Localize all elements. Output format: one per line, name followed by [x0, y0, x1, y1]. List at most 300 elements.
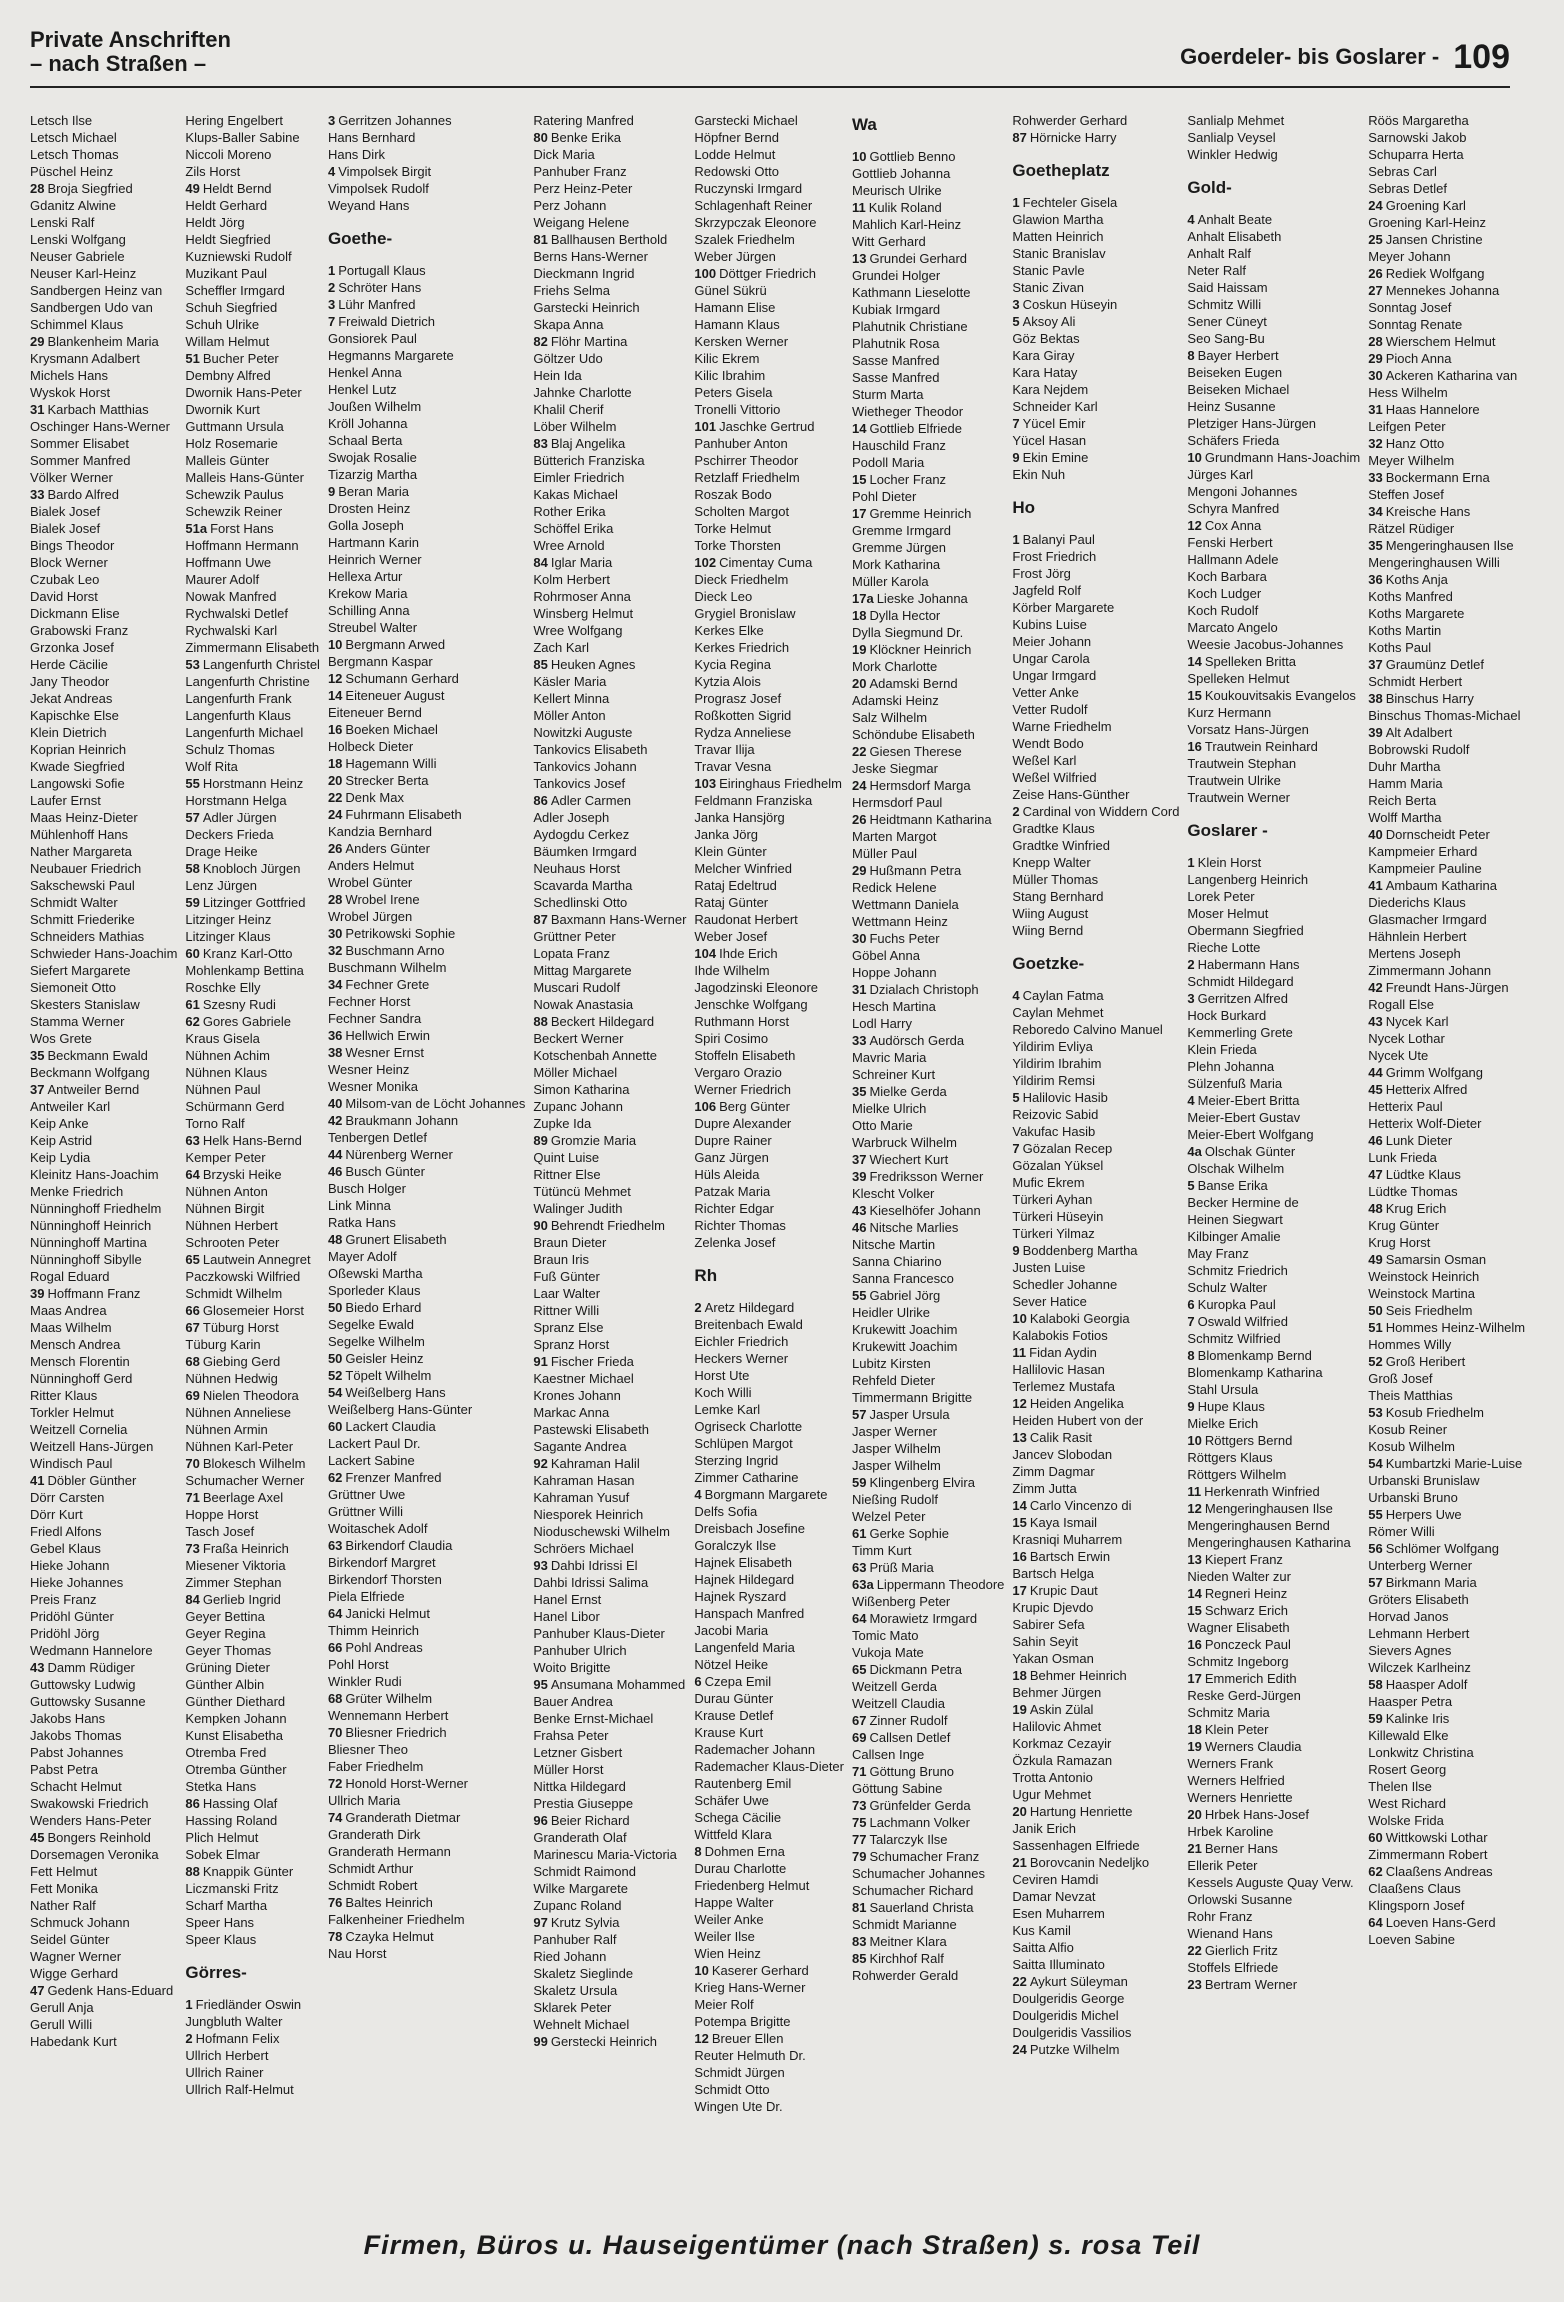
- resident-entry: [852, 199, 1004, 216]
- resident-name: Bütterich Franziska: [533, 453, 645, 468]
- resident-entry: [185, 656, 320, 673]
- resident-entry: [694, 1486, 844, 1503]
- house-number: 40: [327, 1096, 343, 1111]
- resident-name: Gözalan Yüksel: [1012, 1158, 1104, 1173]
- house-number: 87: [1012, 130, 1027, 145]
- resident-entry: [185, 1710, 320, 1727]
- resident-name: Kraus Gisela: [185, 1031, 260, 1046]
- resident-entry: [1012, 112, 1179, 129]
- resident-entry: [694, 1962, 844, 1979]
- resident-name: Lüdtke Thomas: [1368, 1184, 1458, 1199]
- resident-name: Hörnicke Harry: [1029, 130, 1117, 145]
- house-number: 25: [1368, 232, 1383, 247]
- resident-entry: [533, 486, 686, 503]
- resident-entry: [1012, 667, 1179, 684]
- resident-name: Adamski Bernd: [869, 676, 958, 691]
- resident-entry: [1012, 1174, 1179, 1191]
- resident-entry: [533, 962, 686, 979]
- resident-name: Obermann Siegfried: [1187, 923, 1304, 938]
- resident-entry: [1012, 1361, 1179, 1378]
- house-number: 106: [694, 1099, 717, 1114]
- house-number: 15: [1187, 1603, 1202, 1618]
- resident-name: Skaletz Sieglinde: [533, 1966, 634, 1981]
- resident-entry: [852, 607, 1004, 624]
- resident-name: Hein Ida: [533, 368, 582, 383]
- resident-entry: [328, 772, 525, 789]
- resident-name: Frost Jörg: [1012, 566, 1071, 581]
- resident-name: Beckert Hildegard: [550, 1014, 655, 1029]
- resident-entry: [1368, 1608, 1525, 1625]
- resident-entry: [328, 823, 525, 840]
- resident-name: Wilke Margarete: [533, 1881, 628, 1896]
- house-number: 19: [1012, 1702, 1027, 1717]
- house-number: 70: [327, 1725, 343, 1740]
- resident-entry: [1187, 738, 1360, 755]
- resident-name: Kaestner Michael: [533, 1371, 634, 1386]
- resident-entry: [328, 146, 525, 163]
- resident-entry: [1012, 650, 1179, 667]
- resident-entry: [852, 590, 1004, 607]
- resident-entry: [694, 1945, 844, 1962]
- directory-column: [328, 112, 525, 2216]
- resident-name: Beckmann Ewald: [47, 1048, 148, 1063]
- resident-name: Birkendorf Margret: [327, 1555, 436, 1570]
- resident-name: Theis Matthias: [1368, 1388, 1453, 1403]
- house-number: 24: [1012, 2042, 1027, 2057]
- resident-name: Stanic Branislav: [1012, 246, 1106, 261]
- resident-entry: [533, 1931, 686, 1948]
- resident-entry: [30, 1013, 177, 1030]
- house-number: 77: [852, 1832, 867, 1847]
- resident-entry: [533, 1710, 686, 1727]
- resident-name: Windisch Paul: [30, 1456, 113, 1471]
- resident-name: Kakas Michael: [533, 487, 618, 502]
- resident-entry: [328, 925, 525, 942]
- resident-entry: [694, 605, 844, 622]
- street-heading: Wa: [852, 115, 877, 134]
- resident-name: Jekat Andreas: [30, 691, 113, 706]
- resident-name: Kuropka Paul: [1197, 1297, 1276, 1312]
- resident-entry: [533, 520, 686, 537]
- resident-entry: [1187, 1789, 1360, 1806]
- house-number: 14: [1187, 1586, 1202, 1601]
- resident-entry: [1012, 769, 1179, 786]
- resident-name: Letsch Ilse: [30, 113, 93, 128]
- resident-entry: [185, 1489, 320, 1506]
- resident-name: Fechner Sandra: [327, 1011, 422, 1026]
- resident-name: Beckmann Wolfgang: [30, 1065, 150, 1080]
- resident-entry: [694, 1656, 844, 1673]
- resident-name: Karbach Matthias: [47, 402, 149, 417]
- resident-entry: [30, 2033, 177, 2050]
- resident-entry: [694, 1673, 844, 1690]
- resident-name: Wigge Gerhard: [30, 1966, 119, 1981]
- resident-entry: [852, 1219, 1004, 1236]
- resident-name: Mittag Margarete: [533, 963, 632, 978]
- resident-entry: [328, 1350, 525, 1367]
- house-number: 74: [327, 1810, 343, 1825]
- resident-name: Jürges Karl: [1187, 467, 1254, 482]
- resident-name: Kosub Wilhelm: [1368, 1439, 1455, 1454]
- resident-name: Hanel Ernst: [533, 1592, 602, 1607]
- resident-entry: [1368, 1778, 1525, 1795]
- resident-name: Tasch Josef: [185, 1524, 255, 1539]
- resident-entry: [30, 316, 177, 333]
- house-number: 48: [327, 1232, 343, 1247]
- resident-name: Buschmann Arno: [345, 943, 445, 958]
- resident-entry: [1368, 843, 1525, 860]
- resident-name: Werners Helfried: [1187, 1773, 1285, 1788]
- resident-entry: [1012, 820, 1179, 837]
- resident-name: Bobrowski Rudolf: [1368, 742, 1470, 757]
- resident-entry: [852, 1695, 1004, 1712]
- resident-name: Travar Vesna: [694, 759, 772, 774]
- house-number: 31: [852, 982, 867, 997]
- resident-name: Banse Erika: [1197, 1178, 1268, 1193]
- resident-name: Koch Barbara: [1187, 569, 1267, 584]
- street-heading: Rh: [694, 1266, 718, 1285]
- resident-name: Eimler Friedrich: [533, 470, 625, 485]
- resident-entry: [1368, 503, 1525, 520]
- resident-entry: [30, 333, 177, 350]
- resident-entry: [852, 692, 1004, 709]
- resident-name: Neter Ralf: [1187, 263, 1246, 278]
- resident-name: Rittner Else: [533, 1167, 601, 1182]
- resident-name: Schöffel Erika: [533, 521, 614, 536]
- resident-name: Loeven Hans-Gerd: [1385, 1915, 1496, 1930]
- resident-name: Skapa Anna: [533, 317, 604, 332]
- resident-entry: [1187, 1721, 1360, 1738]
- resident-name: Binschus Harry: [1385, 691, 1474, 706]
- resident-name: Durau Günter: [694, 1691, 774, 1706]
- resident-entry: [1012, 313, 1179, 330]
- resident-entry: [185, 1047, 320, 1064]
- resident-name: Winsberg Helmut: [533, 606, 634, 621]
- house-number: 1: [1187, 855, 1195, 870]
- resident-entry: [185, 537, 320, 554]
- resident-entry: [328, 670, 525, 687]
- resident-entry: [533, 1455, 686, 1472]
- resident-name: Rieche Lotte: [1187, 940, 1261, 955]
- house-number: 92: [533, 1456, 548, 1471]
- resident-name: Behmer Heinrich: [1029, 1668, 1127, 1683]
- resident-entry: [533, 197, 686, 214]
- resident-entry: [533, 571, 686, 588]
- resident-name: Binschus Thomas-Michael: [1368, 708, 1521, 723]
- resident-entry: [1187, 347, 1360, 364]
- resident-entry: [694, 962, 844, 979]
- resident-name: Geyer Bettina: [185, 1609, 265, 1624]
- resident-entry: [1368, 809, 1525, 826]
- resident-name: Bliesner Theo: [327, 1742, 408, 1757]
- house-number: 28: [1368, 334, 1383, 349]
- resident-name: Beckert Werner: [533, 1031, 624, 1046]
- resident-name: Wrobel Jürgen: [327, 909, 413, 924]
- resident-name: Szalek Friedhelm: [694, 232, 795, 247]
- resident-entry: [328, 1469, 525, 1486]
- resident-name: Kara Giray: [1012, 348, 1075, 363]
- resident-name: Henkel Anna: [327, 365, 402, 380]
- resident-entry: [185, 1846, 320, 1863]
- resident-name: Krupic Daut: [1029, 1583, 1098, 1598]
- house-number: 64: [852, 1611, 867, 1626]
- resident-entry: [1368, 1455, 1525, 1472]
- house-number: 26: [1368, 266, 1383, 281]
- resident-entry: [1012, 432, 1179, 449]
- resident-name: Schmitz Wilfried: [1187, 1331, 1281, 1346]
- resident-name: Willam Helmut: [185, 334, 270, 349]
- resident-name: Oschinger Hans-Werner: [30, 419, 170, 434]
- resident-name: Weißelberg Hans-Günter: [327, 1402, 473, 1417]
- resident-name: Locher Franz: [869, 472, 947, 487]
- resident-entry: [852, 369, 1004, 386]
- resident-entry: [1012, 1616, 1179, 1633]
- resident-entry: [694, 1299, 844, 1316]
- resident-entry: [1012, 1463, 1179, 1480]
- resident-name: Weyand Hans: [327, 198, 410, 213]
- resident-entry: [694, 1979, 844, 1996]
- resident-name: Spranz Horst: [533, 1337, 610, 1352]
- house-number: 63a: [852, 1577, 874, 1592]
- resident-entry: [30, 350, 177, 367]
- resident-name: Pridöhl Jörg: [30, 1626, 100, 1641]
- resident-name: Brzyski Heike: [202, 1167, 282, 1182]
- house-number: 85: [533, 657, 548, 672]
- resident-entry: [30, 1302, 177, 1319]
- resident-name: Joußen Wilhelm: [327, 399, 422, 414]
- resident-name: Urbanski Bruno: [1368, 1490, 1458, 1505]
- resident-entry: [1187, 1908, 1360, 1925]
- resident-entry: [1187, 1296, 1360, 1313]
- resident-entry: [30, 1149, 177, 1166]
- resident-name: Seo Sang-Bu: [1187, 331, 1265, 346]
- resident-name: Klups-Baller Sabine: [185, 130, 300, 145]
- resident-name: Tüburg Karin: [185, 1337, 261, 1352]
- house-number: 103: [694, 776, 717, 791]
- resident-name: Kolm Herbert: [533, 572, 610, 587]
- resident-name: Dörr Carsten: [30, 1490, 105, 1505]
- resident-entry: [185, 1931, 320, 1948]
- resident-entry: [185, 350, 320, 367]
- resident-entry: [694, 622, 844, 639]
- house-number: 32: [1368, 436, 1383, 451]
- resident-name: Hess Wilhelm: [1368, 385, 1448, 400]
- resident-entry: [1012, 1157, 1179, 1174]
- resident-entry: [328, 197, 525, 214]
- resident-entry: [328, 1214, 525, 1231]
- resident-entry: [852, 743, 1004, 760]
- resident-name: Hrbek Karoline: [1187, 1824, 1274, 1839]
- house-number: 40: [1368, 827, 1383, 842]
- resident-entry: [30, 945, 177, 962]
- house-number: 4: [327, 164, 336, 179]
- resident-name: Schega Cäcilie: [694, 1810, 782, 1825]
- house-number: 61: [185, 997, 200, 1012]
- resident-entry: [852, 1610, 1004, 1627]
- resident-entry: [694, 860, 844, 877]
- resident-name: Bartsch Helga: [1012, 1566, 1095, 1581]
- resident-entry: [1368, 1268, 1525, 1285]
- resident-name: Berns Hans-Werner: [533, 249, 648, 264]
- resident-name: Mühlenhoff Hans: [30, 827, 129, 842]
- resident-name: Sener Cüneyt: [1187, 314, 1267, 329]
- resident-entry: [1187, 1891, 1360, 1908]
- resident-entry: [1368, 1319, 1525, 1336]
- resident-entry: [185, 333, 320, 350]
- resident-name: Kalaboki Georgia: [1029, 1311, 1130, 1326]
- resident-entry: [1368, 860, 1525, 877]
- resident-entry: [185, 809, 320, 826]
- resident-name: Blomenkamp Katharina: [1187, 1365, 1323, 1380]
- resident-entry: [185, 520, 320, 537]
- house-number: 67: [852, 1713, 867, 1728]
- resident-entry: [1368, 1625, 1525, 1642]
- street-heading: Goetzke-: [1012, 954, 1085, 973]
- resident-entry: [533, 622, 686, 639]
- resident-entry: [694, 1183, 844, 1200]
- resident-entry: [1368, 673, 1525, 690]
- house-number: 30: [1368, 368, 1383, 383]
- resident-name: Kurz Hermann: [1187, 705, 1272, 720]
- resident-entry: [1187, 1245, 1360, 1262]
- resident-entry: [694, 435, 844, 452]
- resident-name: Nather Ralf: [30, 1898, 96, 1913]
- resident-name: Kumbartzki Marie-Luise: [1385, 1456, 1523, 1471]
- resident-entry: [852, 981, 1004, 998]
- resident-name: Keip Lydia: [30, 1150, 91, 1165]
- house-number: 82: [533, 334, 548, 349]
- resident-entry: [30, 1030, 177, 1047]
- resident-entry: [1012, 701, 1179, 718]
- resident-name: Rademacher Klaus-Dieter: [694, 1759, 844, 1774]
- resident-name: Sonntag Josef: [1368, 300, 1452, 315]
- resident-name: Ogriseck Charlotte: [694, 1419, 803, 1434]
- resident-name: Fredriksson Werner: [869, 1169, 984, 1184]
- resident-name: Friehs Selma: [533, 283, 610, 298]
- resident-entry: [1187, 1619, 1360, 1636]
- resident-name: Schmitt Friederike: [30, 912, 135, 927]
- street-heading: Goethe-: [327, 229, 393, 248]
- resident-entry: [533, 758, 686, 775]
- resident-entry: [533, 1846, 686, 1863]
- resident-name: Kulik Roland: [868, 200, 942, 215]
- resident-entry: [694, 1605, 844, 1622]
- house-number: 22: [1012, 1974, 1027, 1989]
- resident-entry: [533, 350, 686, 367]
- resident-entry: [1187, 1160, 1360, 1177]
- resident-name: Bayer Herbert: [1197, 348, 1279, 363]
- resident-entry: [185, 1829, 320, 1846]
- house-number: 45: [1368, 1082, 1383, 1097]
- house-number: 3: [327, 297, 336, 312]
- house-number: 78: [327, 1929, 343, 1944]
- resident-name: Hans Bernhard: [327, 130, 416, 145]
- resident-entry: [185, 2064, 320, 2081]
- resident-entry: [328, 1928, 525, 1945]
- resident-name: Laar Walter: [533, 1286, 601, 1301]
- resident-name: Rehfeld Dieter: [852, 1373, 936, 1388]
- resident-entry: [185, 1387, 320, 1404]
- resident-name: Hupe Klaus: [1197, 1399, 1265, 1414]
- resident-entry: [1012, 1939, 1179, 1956]
- resident-entry: [185, 1506, 320, 1523]
- resident-entry: [1368, 197, 1525, 214]
- house-number: 76: [327, 1895, 343, 1910]
- resident-name: Weiler Ilse: [694, 1929, 755, 1944]
- resident-entry: [1368, 1710, 1525, 1727]
- resident-entry: [30, 1727, 177, 1744]
- resident-name: Ungar Carola: [1012, 651, 1090, 666]
- resident-name: Seis Friedhelm: [1385, 1303, 1473, 1318]
- resident-entry: [1368, 367, 1525, 384]
- resident-entry: [1187, 500, 1360, 517]
- resident-entry: [533, 214, 686, 231]
- resident-name: Hamann Elise: [694, 300, 776, 315]
- house-number: 52: [327, 1368, 343, 1383]
- resident-entry: [533, 1302, 686, 1319]
- resident-name: Fechner Horst: [327, 994, 411, 1009]
- resident-name: Keip Astrid: [30, 1133, 93, 1148]
- resident-name: Schmidt Otto: [694, 2082, 770, 2097]
- resident-entry: [1012, 1293, 1179, 1310]
- resident-name: Hommes Heinz-Wilhelm: [1385, 1320, 1526, 1335]
- resident-entry: [1187, 1942, 1360, 1959]
- resident-entry: [852, 1083, 1004, 1100]
- resident-name: Hoffmann Hermann: [185, 538, 299, 553]
- resident-entry: [185, 1591, 320, 1608]
- resident-name: Boddenberg Martha: [1022, 1243, 1138, 1258]
- resident-name: Lubitz Kirsten: [852, 1356, 931, 1371]
- resident-name: Nittka Hildegard: [533, 1779, 626, 1794]
- resident-name: Dörr Kurt: [30, 1507, 83, 1522]
- resident-name: Schröers Michael: [533, 1541, 634, 1556]
- resident-name: Nühnen Anton: [185, 1184, 268, 1199]
- resident-entry: [1368, 1115, 1525, 1132]
- resident-name: Zimm Dagmar: [1012, 1464, 1095, 1479]
- resident-entry: [185, 469, 320, 486]
- resident-entry: [185, 1183, 320, 1200]
- resident-name: Kalabokis Fotios: [1012, 1328, 1108, 1343]
- resident-name: Zupanc Johann: [533, 1099, 623, 1114]
- resident-entry: [30, 673, 177, 690]
- resident-name: Aykurt Süleyman: [1029, 1974, 1128, 1989]
- resident-entry: [185, 605, 320, 622]
- resident-entry: [185, 1217, 320, 1234]
- resident-name: Werner Friedrich: [694, 1082, 791, 1097]
- resident-entry: [1368, 1336, 1525, 1353]
- house-number: 41: [30, 1473, 45, 1488]
- resident-name: Roszak Bodo: [694, 487, 772, 502]
- resident-name: Römer Willi: [1368, 1524, 1435, 1539]
- resident-name: Bucher Peter: [202, 351, 279, 366]
- resident-entry: [30, 1982, 177, 1999]
- resident-entry: [533, 1880, 686, 1897]
- resident-entry: [1012, 1990, 1179, 2007]
- resident-name: Prestia Giuseppe: [533, 1796, 634, 1811]
- directory-column: [1012, 112, 1179, 2216]
- resident-entry: [30, 877, 177, 894]
- house-number: 24: [1368, 198, 1383, 213]
- house-number: 20: [1187, 1807, 1202, 1822]
- resident-name: Bergmann Kaspar: [327, 654, 433, 669]
- house-number: 71: [852, 1764, 867, 1779]
- resident-name: Justen Luise: [1012, 1260, 1086, 1275]
- resident-entry: [30, 996, 177, 1013]
- resident-entry: [1012, 871, 1179, 888]
- resident-name: Hassing Olaf: [202, 1796, 278, 1811]
- resident-entry: [1012, 2007, 1179, 2024]
- resident-entry: [30, 860, 177, 877]
